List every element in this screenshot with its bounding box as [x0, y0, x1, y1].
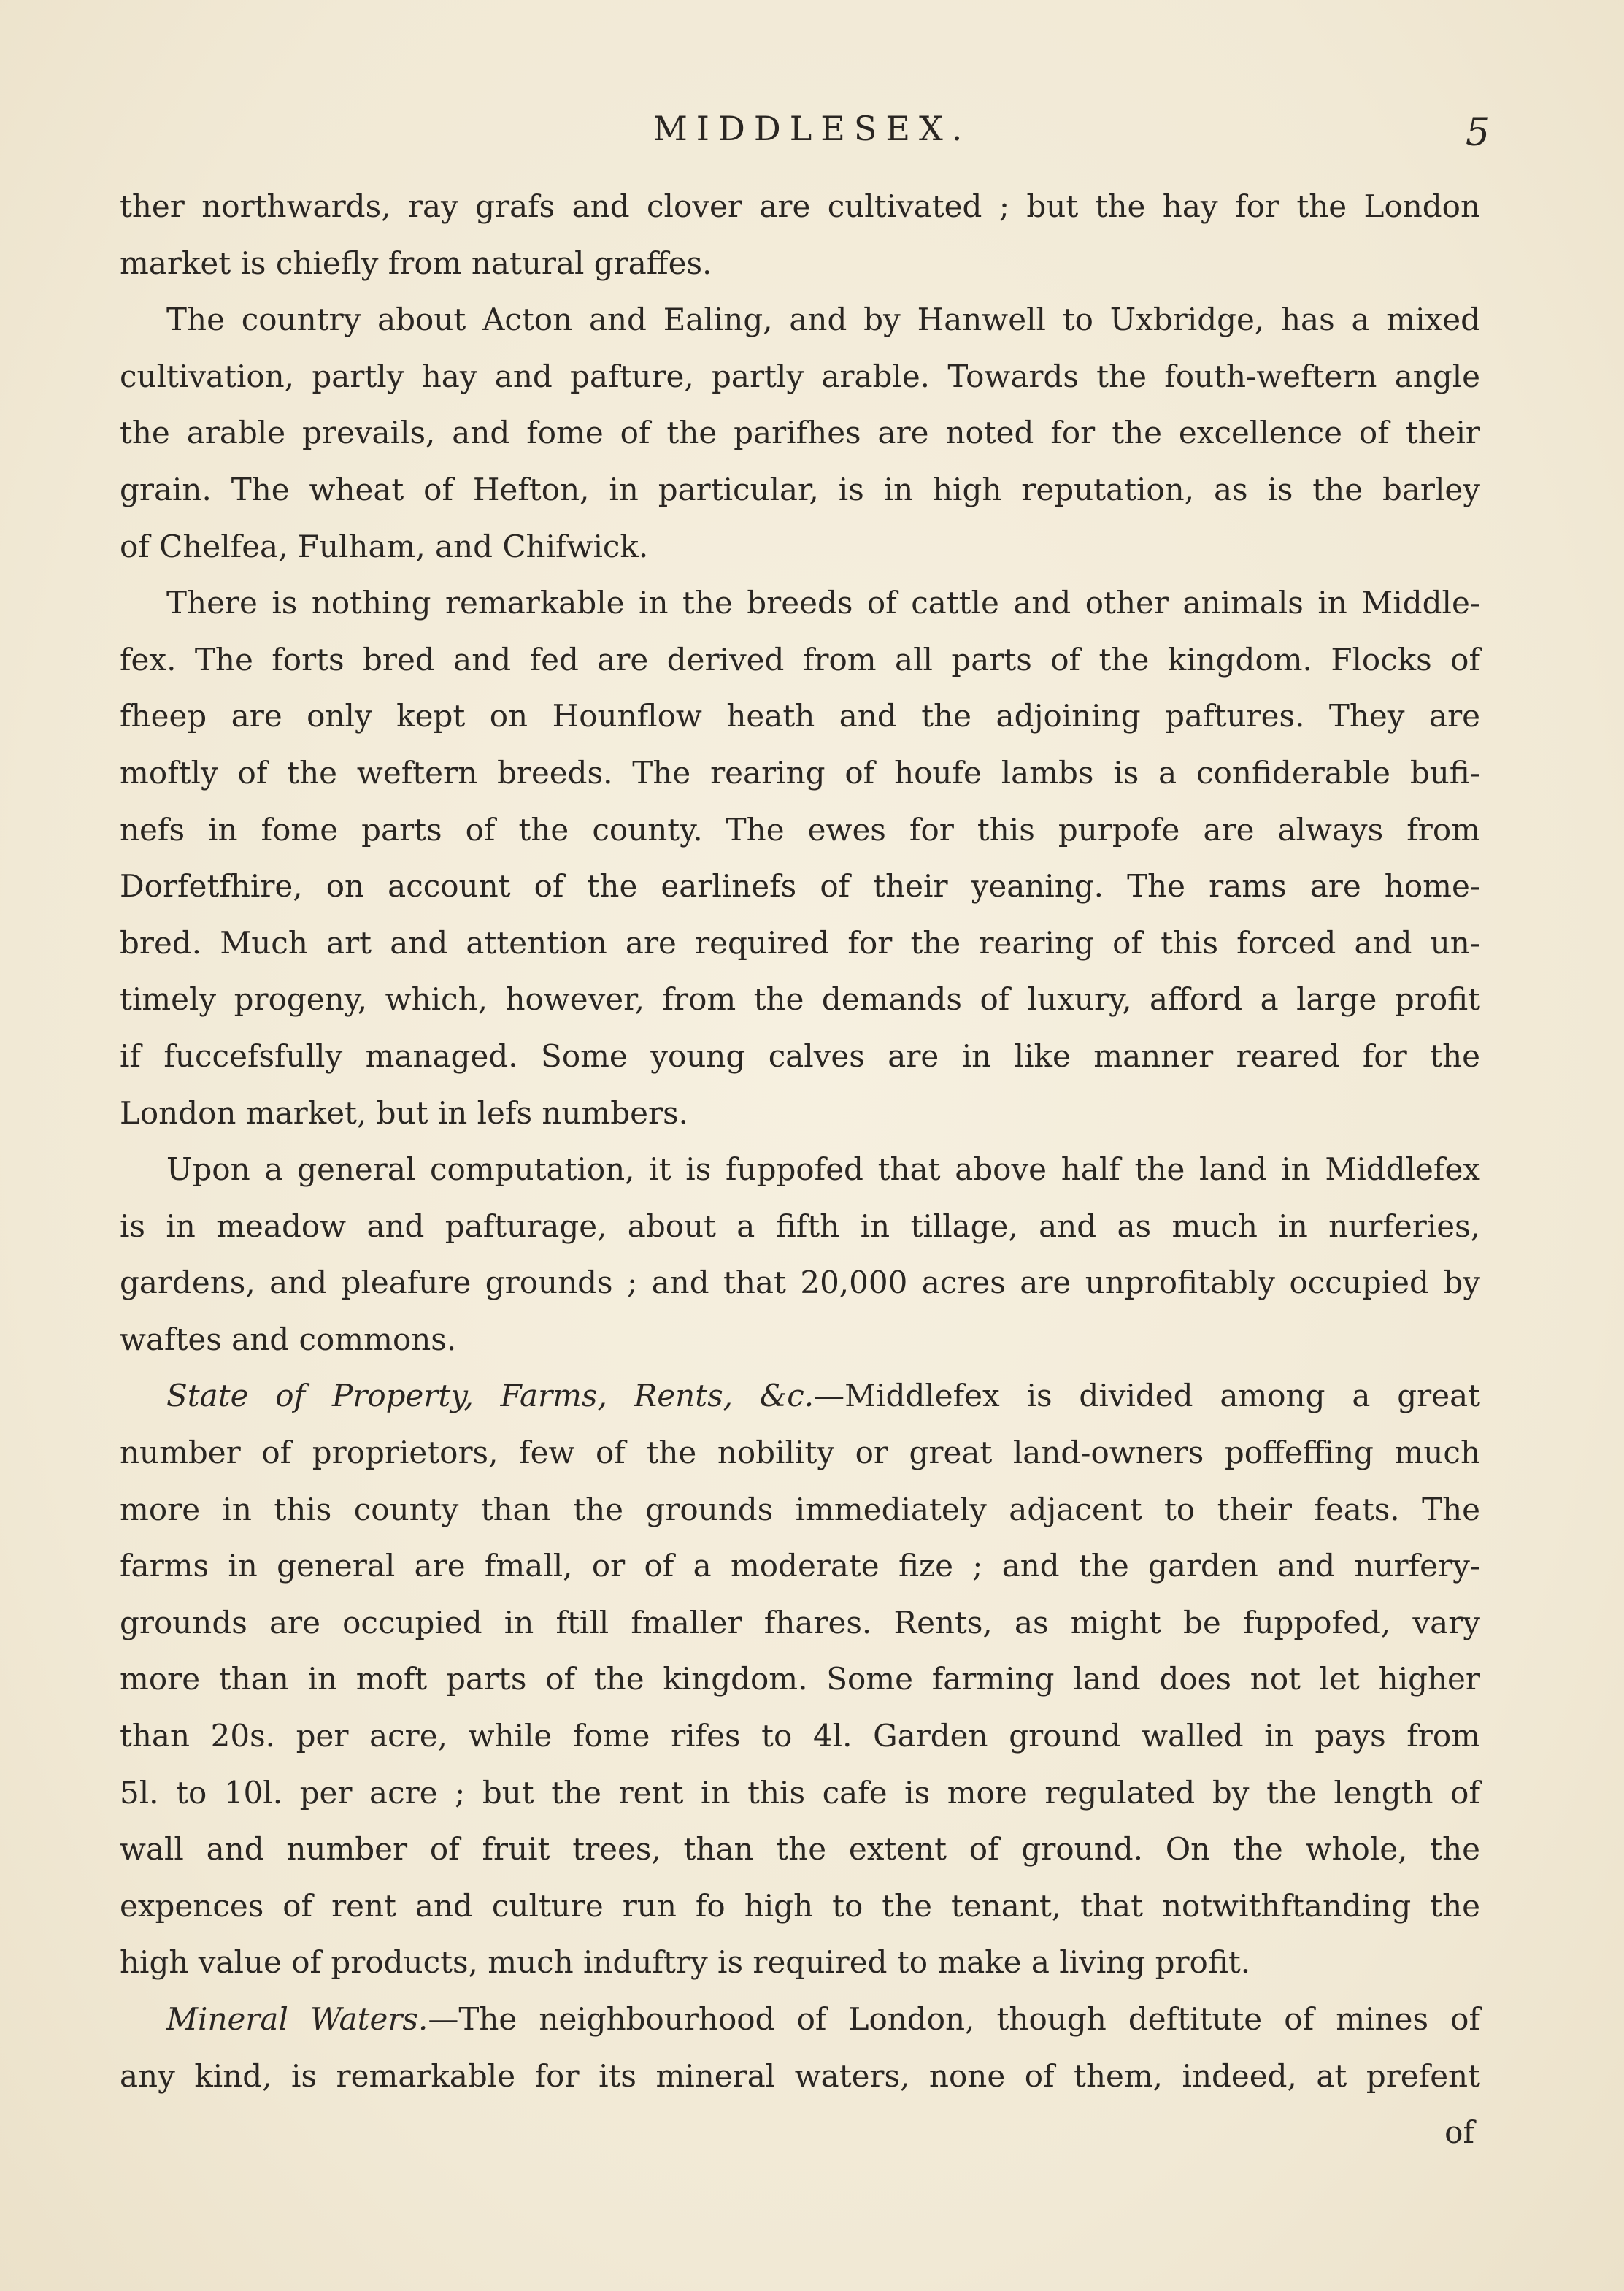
text-line — [120, 1878, 1480, 1935]
text-line — [120, 1141, 1480, 1198]
text-line — [120, 1028, 1480, 1085]
text-line — [120, 632, 1480, 688]
text-line — [120, 1934, 1480, 1991]
text-line — [120, 971, 1480, 1028]
text-line-content: fex. The forts bred and fed are derived from all parts of the kingdom. Flocks of — [120, 641, 1480, 678]
text-line-content: timely progeny, which, however, from the demands of luxury, afford a large profit — [120, 981, 1480, 1018]
text-line-content: The country about Acton and Ealing, and by Hanwell to Uxbridge, has a mixed — [166, 302, 1480, 338]
text-line-content: market is chiefly from natural graffes. — [120, 245, 712, 281]
text-line — [120, 745, 1480, 802]
text-line-content: more than in moft parts of the kingdom. Some farming land does not let higher — [120, 1661, 1480, 1697]
text-line — [120, 1481, 1480, 1538]
text-line-content: waftes and commons. — [120, 1321, 457, 1357]
text-line — [120, 1991, 1480, 2048]
text-line — [120, 1085, 1480, 1142]
text-line-content: —The neighbourhood of London, though deftitute of mines of — [428, 2001, 1480, 2037]
text-line-content: cultivation, partly hay and pafture, partly arable. Towards the fouth-weftern angle — [120, 358, 1480, 394]
text-line — [120, 1254, 1480, 1311]
text-line-content: expences of rent and culture run fo high to the tenant, that notwithftanding the — [120, 1887, 1480, 1924]
text-line — [120, 1538, 1480, 1595]
text-line — [120, 688, 1480, 745]
text-line — [120, 1595, 1480, 1651]
body-text — [120, 178, 1480, 2161]
text-line-content: number of proprietors, few of the nobility or great land-owners poffeffing much — [120, 1435, 1480, 1471]
text-line-content: There is nothing remarkable in the breeds of cattle and other animals in Middle- — [166, 585, 1480, 621]
text-line-content: Upon a general computation, it is fuppofed that above half the land in Middlefex — [166, 1151, 1480, 1188]
section-heading: State of Property, Farms, Rents, &c. — [166, 1378, 815, 1414]
text-line-content: Dorfetfhire, on account of the earlinefs of their yeaning. The rams are home- — [120, 868, 1480, 905]
text-line — [120, 348, 1480, 405]
text-line — [120, 802, 1480, 859]
text-line — [120, 404, 1480, 461]
text-line-content: bred. Much art and attention are required for the rearing of this forced and un- — [120, 924, 1480, 961]
text-line — [120, 518, 1480, 575]
text-line-content: is in meadow and pafturage, about a fifth in tillage, and as much in nurferies, — [120, 1208, 1480, 1244]
text-line-content: grounds are occupied in ftill fmaller fhares. Rents, as might be fuppofed, vary — [120, 1604, 1480, 1640]
catchword-text: of — [1444, 2114, 1474, 2151]
text-line-content: grain. The wheat of Hefton, in particular, is in high reputation, as is the barley — [120, 471, 1480, 507]
text-line-content: fheep are only kept on Hounflow heath and the adjoining paftures. They are — [120, 698, 1480, 734]
text-line-content: than 20s. per acre, while fome rifes to 4l. Garden ground walled in pays from — [120, 1718, 1480, 1754]
text-line-content: more in this county than the grounds immediately adjacent to their feats. The — [120, 1491, 1480, 1527]
text-line — [120, 1765, 1480, 1822]
text-line-content: 5l. to 10l. per acre ; but the rent in this cafe is more regulated by the length of — [120, 1774, 1480, 1811]
text-line — [120, 575, 1480, 632]
text-line-content: farms in general are fmall, or of a moderate fize ; and the garden and nurfery- — [120, 1548, 1480, 1584]
text-line — [120, 1311, 1480, 1368]
text-line-content: gardens, and pleafure grounds ; and that 20,000 acres are unprofitably occupied by — [120, 1265, 1480, 1301]
text-line — [120, 291, 1480, 348]
text-line — [120, 1367, 1480, 1424]
section-heading: Mineral Waters. — [166, 2001, 428, 2037]
text-line — [120, 1821, 1480, 1878]
text-line-content: ther northwards, ray grafs and clover are cultivated ; but the hay for the London — [120, 188, 1480, 224]
text-line — [120, 1651, 1480, 1708]
text-line-content: if fuccefsfully managed. Some young calves are in like manner reared for the — [120, 1037, 1480, 1074]
text-line — [120, 915, 1480, 972]
text-line — [120, 235, 1480, 292]
text-line — [120, 2048, 1480, 2105]
text-line-content: any kind, is remarkable for its mineral waters, none of them, indeed, at prefent — [120, 2057, 1480, 2094]
text-line — [120, 858, 1480, 915]
text-line-content: the arable prevails, and fome of the parifhes are noted for the excellence of their — [120, 415, 1480, 451]
text-line — [120, 1198, 1480, 1255]
running-head: MIDDLESEX. — [653, 109, 971, 148]
catchword — [120, 2104, 1480, 2161]
text-line — [120, 1708, 1480, 1765]
text-line-content: of Chelfea, Fulham, and Chifwick. — [120, 528, 649, 564]
text-line — [120, 1424, 1480, 1481]
text-line-content: nefs in fome parts of the county. The ewes for this purpofe are always from — [120, 811, 1480, 848]
page-number: 5 — [1466, 111, 1490, 155]
text-line-content: London market, but in lefs numbers. — [120, 1094, 689, 1131]
text-line — [120, 461, 1480, 518]
text-line-content: high value of products, much induftry is required to make a living profit. — [120, 1944, 1251, 1981]
text-line-content: —Middlefex is divided among a great — [814, 1378, 1480, 1414]
text-line — [120, 178, 1480, 235]
text-line-content: moftly of the weftern breeds. The rearing of houfe lambs is a confiderable bufi- — [120, 754, 1480, 791]
text-line-content: wall and number of fruit trees, than the extent of ground. On the whole, the — [120, 1831, 1480, 1868]
page-header — [0, 107, 1624, 158]
